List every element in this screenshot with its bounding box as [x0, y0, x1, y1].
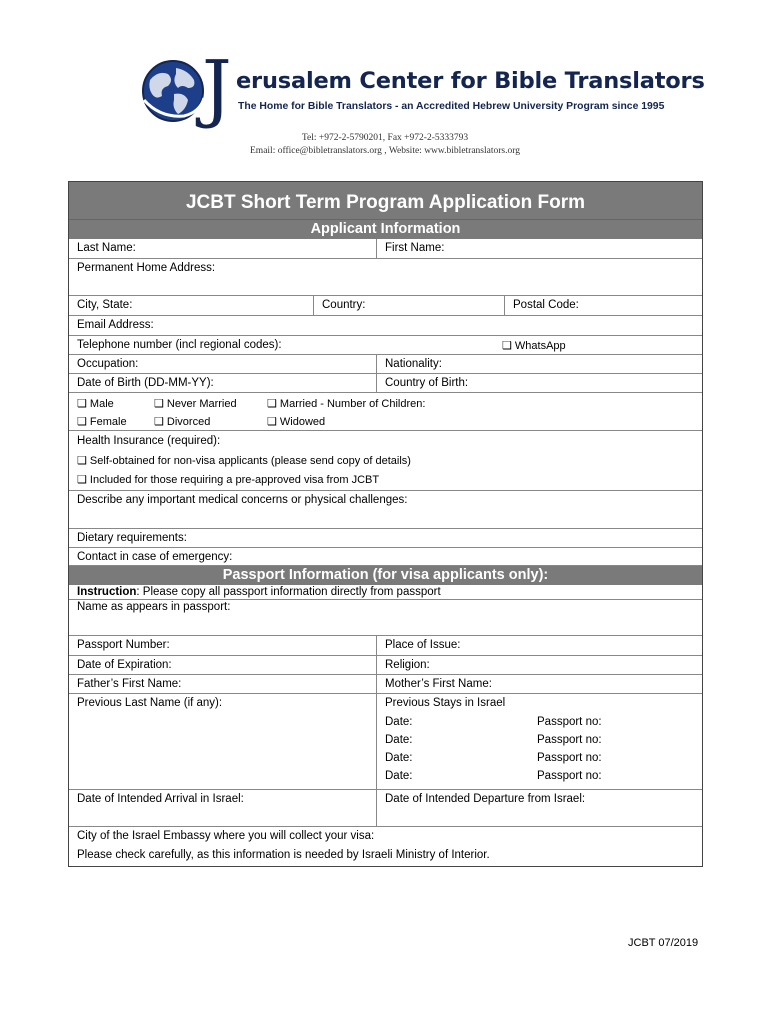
- home-address-field[interactable]: Permanent Home Address:: [77, 262, 216, 274]
- emergency-contact-field[interactable]: Contact in case of emergency:: [77, 551, 233, 563]
- included-checkbox[interactable]: ❑ Included for those requiring a pre-approved visa from JCBT: [77, 474, 380, 486]
- previous-stays-block: [376, 694, 702, 789]
- section-applicant-info: Applicant Information: [69, 220, 702, 239]
- row-birth: [69, 374, 702, 393]
- whatsapp-checkbox[interactable]: ❑ WhatsApp: [502, 340, 566, 352]
- row-city: [69, 296, 702, 316]
- dietary-field[interactable]: Dietary requirements:: [77, 532, 187, 544]
- row-dietary: [69, 529, 702, 548]
- married-checkbox[interactable]: ❑ Married - Number of Children:: [267, 398, 426, 410]
- stay-passport-field[interactable]: Passport no:: [537, 752, 602, 764]
- stay-date-field[interactable]: Date:: [385, 770, 413, 782]
- row-medical: [69, 491, 702, 529]
- self-obtained-checkbox[interactable]: ❑ Self-obtained for non-visa applicants (please send copy of details): [77, 455, 411, 467]
- health-insurance-label: Health Insurance (required):: [77, 435, 221, 447]
- row-address: [69, 259, 702, 296]
- row-names: [69, 239, 702, 259]
- female-checkbox[interactable]: ❑ Female: [77, 416, 127, 428]
- instruction-body: : Please copy all passport information directly from passport: [136, 586, 441, 598]
- row-occupation: [69, 355, 702, 374]
- telephone-field[interactable]: Telephone number (incl regional codes):: [77, 339, 282, 351]
- row-status: [69, 393, 702, 431]
- passport-name-field[interactable]: Name as appears in passport:: [77, 601, 231, 613]
- form-version-code: JCBT 07/2019: [628, 937, 699, 949]
- globe-icon: [140, 58, 206, 124]
- row-health-insurance: [69, 431, 702, 491]
- country-of-birth-field[interactable]: Country of Birth:: [376, 374, 468, 392]
- passport-number-field[interactable]: Passport Number:: [77, 639, 170, 651]
- row-embassy: [69, 827, 702, 866]
- last-name-field[interactable]: Last Name:: [77, 242, 136, 254]
- row-passport-number: [69, 636, 702, 656]
- stay-passport-field[interactable]: Passport no:: [537, 734, 602, 746]
- logo-title: erusalem Center for Bible Translators: [236, 68, 705, 94]
- email-field[interactable]: Email Address:: [77, 319, 154, 331]
- row-telephone: [69, 336, 702, 355]
- postal-code-field[interactable]: Postal Code:: [504, 296, 579, 315]
- divorced-checkbox[interactable]: ❑ Divorced: [154, 416, 211, 428]
- medical-concerns-field[interactable]: Describe any important medical concerns or physical challenges:: [77, 494, 408, 506]
- dob-field[interactable]: Date of Birth (DD-MM-YY):: [77, 377, 214, 389]
- previous-last-name-field[interactable]: Previous Last Name (if any):: [77, 697, 223, 709]
- row-parents: [69, 675, 702, 694]
- instruction-label: Instruction: [77, 586, 137, 598]
- occupation-field[interactable]: Occupation:: [77, 358, 139, 370]
- form-title: JCBT Short Term Program Application Form: [69, 182, 702, 220]
- logo-letter: J: [202, 45, 232, 131]
- application-form: [68, 181, 703, 867]
- logo-tagline: The Home for Bible Translators - an Accredited Hebrew University Program since 1995: [238, 101, 665, 112]
- previous-stays-label: Previous Stays in Israel: [385, 697, 506, 709]
- stay-date-field[interactable]: Date:: [385, 716, 413, 728]
- nationality-field[interactable]: Nationality:: [376, 355, 442, 373]
- stay-date-field[interactable]: Date:: [385, 734, 413, 746]
- never-married-checkbox[interactable]: ❑ Never Married: [154, 398, 237, 410]
- row-passport-name: [69, 600, 702, 636]
- embassy-city-field[interactable]: City of the Israel Embassy where you will collect your visa:: [77, 830, 375, 842]
- mother-name-field[interactable]: Mother’s First Name:: [376, 675, 492, 693]
- departure-date-field[interactable]: Date of Intended Departure from Israel:: [376, 790, 585, 826]
- row-dates: [69, 790, 702, 827]
- first-name-field[interactable]: First Name:: [376, 239, 444, 258]
- arrival-date-field[interactable]: Date of Intended Arrival in Israel:: [77, 793, 244, 805]
- religion-field[interactable]: Religion:: [376, 656, 430, 674]
- row-expiration: [69, 656, 702, 675]
- father-name-field[interactable]: Father’s First Name:: [77, 678, 182, 690]
- jcbt-logo: [138, 45, 705, 131]
- instruction-text: [77, 586, 441, 598]
- widowed-checkbox[interactable]: ❑ Widowed: [267, 416, 326, 428]
- row-instruction: [69, 585, 702, 600]
- contact-email: Email: office@bibletranslators.org , Website: www.bibletranslators.org: [250, 146, 520, 156]
- male-checkbox[interactable]: ❑ Male: [77, 398, 114, 410]
- row-email: [69, 316, 702, 336]
- city-state-field[interactable]: City, State:: [77, 299, 133, 311]
- place-of-issue-field[interactable]: Place of Issue:: [376, 636, 460, 655]
- country-field[interactable]: Country:: [313, 296, 365, 315]
- row-emergency: [69, 548, 702, 566]
- stay-passport-field[interactable]: Passport no:: [537, 770, 602, 782]
- row-previous: [69, 694, 702, 790]
- expiration-field[interactable]: Date of Expiration:: [77, 659, 172, 671]
- section-passport-info: Passport Information (for visa applicants only):: [69, 566, 702, 585]
- stay-passport-field[interactable]: Passport no:: [537, 716, 602, 728]
- stay-date-field[interactable]: Date:: [385, 752, 413, 764]
- embassy-note: Please check carefully, as this information is needed by Israeli Ministry of Interior.: [77, 849, 490, 861]
- contact-phone: Tel: +972-2-5790201, Fax +972-2-5333793: [301, 133, 469, 143]
